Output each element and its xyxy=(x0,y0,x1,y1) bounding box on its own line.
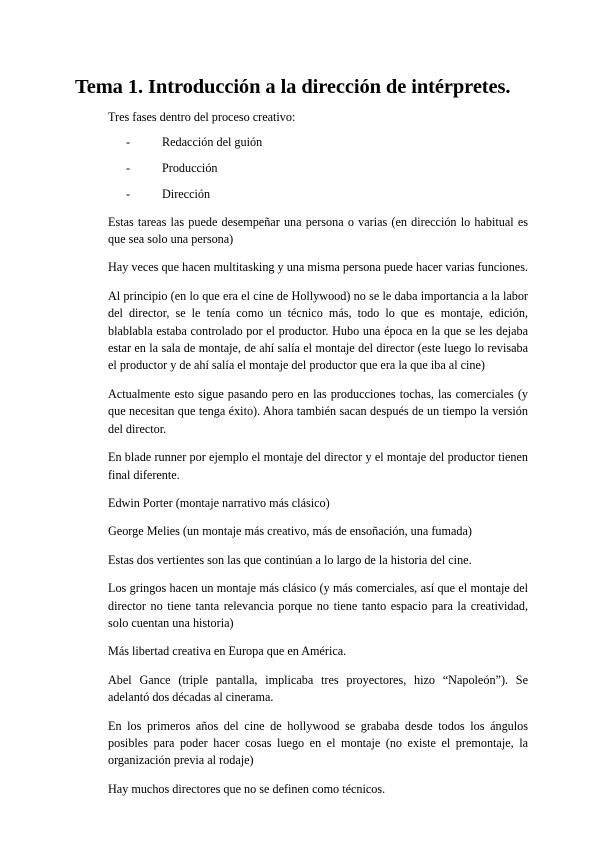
paragraph: Abel Gance (triple pantalla, implicaba tres proyectores, hizo “Napoleón”). Se adelantó dos décadas al cinerama. xyxy=(108,672,528,705)
paragraph: Edwin Porter (montaje narrativo más clásico) xyxy=(108,495,330,510)
paragraph: Estas tareas las puede desempeñar una persona o varias (en dirección lo habitual es que sea solo una persona) xyxy=(108,214,528,247)
intro-text: Tres fases dentro del proceso creativo: xyxy=(108,110,296,124)
paragraph: Actualmente esto sigue pasando pero en las producciones tochas, las comerciales (y que necesitan que tenga éxito). Ahora también sacan después de un tiempo la versión del director. xyxy=(108,386,528,436)
document-body xyxy=(108,109,528,809)
paragraph: Estas dos vertientes son las que continúan a lo largo de la historia del cine. xyxy=(108,552,472,567)
paragraph: Al principio (en lo que era el cine de Hollywood) no se le daba importancia a la labor del director, se le tenía como un técnico más, todo lo que es montaje, edición, blablabla estaba controlado por el productor. Hubo una época en la que se les dejaba estar en la sala de montaje, de ahí salía el montaje del director (este luego lo revisaba el productor y de ahí salía el montaje del productor que era la que iba al cine) xyxy=(108,288,528,373)
paragraph: Los gringos hacen un montaje más clásico (y más comerciales, así que el montaje del director no tiene tanta relevancia porque no tiene tanto espacio para la creatividad, solo cuentan una historia) xyxy=(108,581,528,630)
phase-item: - Dirección xyxy=(126,186,528,203)
paragraph: En blade runner por ejemplo el montaje del director y el montaje del productor tienen final diferente. xyxy=(108,450,528,482)
page-title: Tema 1. Introducción a la dirección de intérpretes. xyxy=(75,76,511,98)
paragraph: Hay muchos directores que no se definen como técnicos. xyxy=(108,781,386,796)
paragraph: Hay veces que hacen multitasking y una misma persona puede hacer varias funciones. xyxy=(108,260,528,275)
phase-item: - Producción xyxy=(126,160,528,177)
phase-item: - Redacción del guión xyxy=(126,134,528,151)
paragraph: En los primeros años del cine de hollywood se grababa desde todos los ángulos posibles para poder hacer cosas luego en el montaje (no existe el premontaje, la organización previa al rodaje) xyxy=(108,718,528,768)
paragraph: George Melies (un montaje más creativo, más de ensoñación, una fumada) xyxy=(108,524,472,539)
phase-list xyxy=(108,134,528,203)
paragraph: Más libertad creativa en Europa que en América. xyxy=(108,644,347,659)
